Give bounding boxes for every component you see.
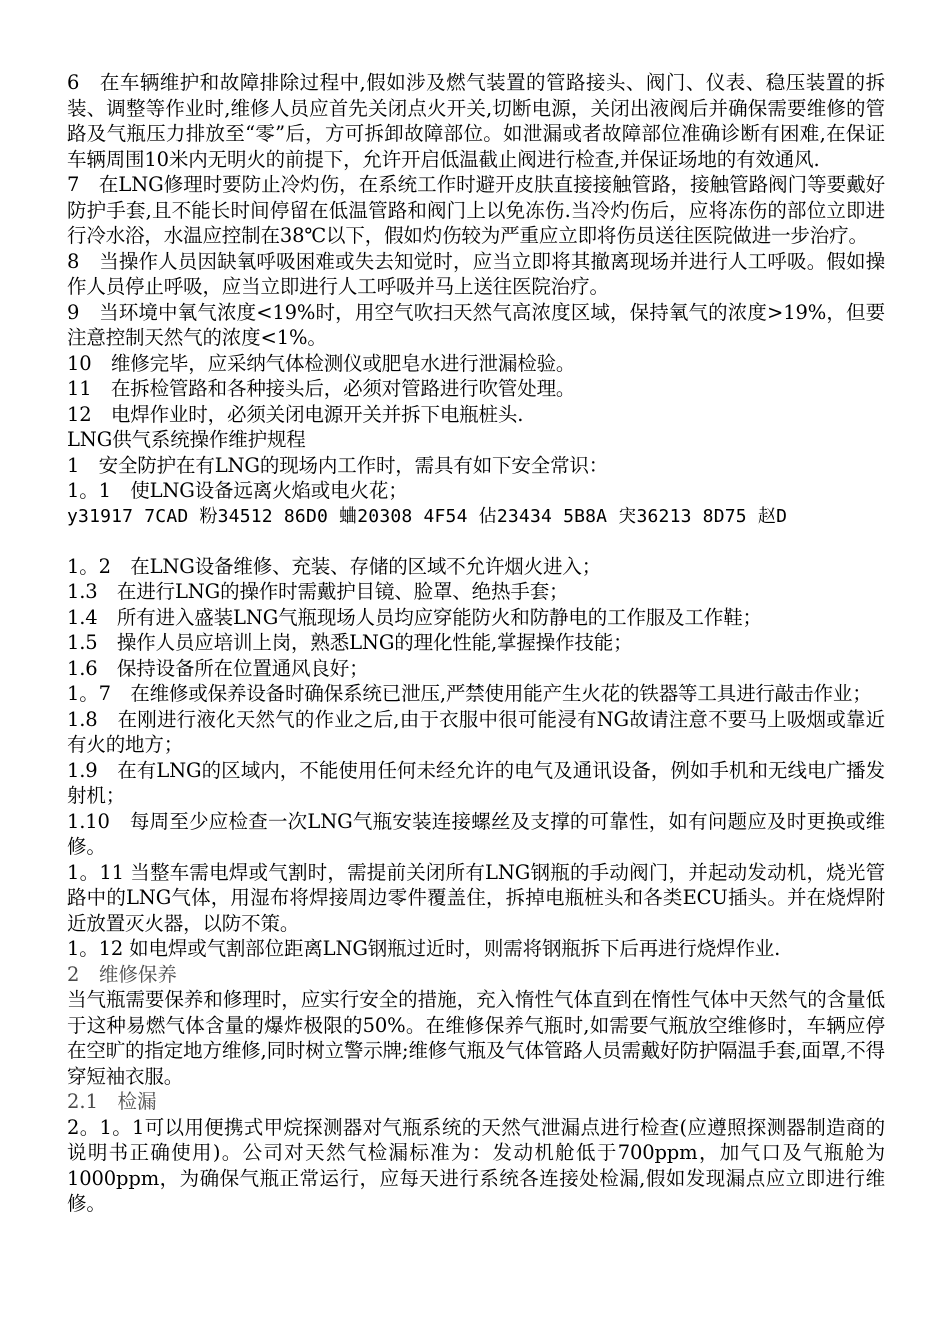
paragraph-safety-1-8: 1.8 在刚进行液化天然气的作业之后,由于衣服中很可能浸有NG故请注意不要马上吸烟或靠近有火的地方；: [67, 707, 885, 756]
paragraph-safety-1-10: 1.10 每周至少应检查一次LNG气瓶安装连接螺丝及支撑的可靠性，如有问题应及时更换或维修。: [67, 809, 885, 858]
paragraph-safety-1-7: 1。7 在维修或保养设备时确保系统已泄压,严禁使用能产生火花的铁器等工具进行敲击作业；: [67, 682, 872, 705]
paragraph-safety-1-11: 1。11 当整车需电焊或气割时，需提前关闭所有LNG钢瓶的手动阀门，并起动发动机，烧光管路中的LNG气体，用湿布将焊接周边零件覆盖住，拆掉电瓶桩头和各类ECU插头。并在烧焊附近放置灭火器，以防不策。: [67, 860, 885, 935]
paragraph-safety-1-3: 1.3 在进行LNG的操作时需戴护目镜、脸罩、绝热手套；: [67, 580, 569, 603]
paragraph-safety-1-5: 1.5 操作人员应培训上岗，熟悉LNG的理化性能,掌握操作技能；: [67, 631, 633, 654]
blank-spacer: [67, 529, 885, 554]
section-title-lng-procedure: LNG供气系统操作维护规程: [67, 428, 306, 451]
paragraph-item-8: 8 当操作人员因缺氧呼吸困难或失去知觉时，应当立即将其撤离现场并进行人工呼吸。假如操作人员停止呼吸，应当立即进行人工呼吸并马上送往医院治疗。: [67, 249, 885, 298]
paragraph-item-10: 10 维修完毕，应采纳气体检测仪或肥皂水进行泄漏检验。: [67, 351, 576, 375]
paragraph-item-9: 9 当环境中氧气浓度<19%时，用空气吹扫天然气高浓度区域，保持氧气的浓度>19%，但要注意控制天然气的浓度<1%。: [67, 300, 885, 349]
paragraph-safety-1-2: 1。2 在LNG设备维修、充装、存储的区域不允许烟火进入；: [67, 554, 602, 578]
paragraph-leak-detection-2-1-1: 2。1。1可以用便携式甲烷探测器对气瓶系统的天然气泄漏点进行检查(应遵照探测器制造商的说明书正确使用)。公司对天然气检漏标准为：发动机舱低于700ppm，加气口及气瓶舱为1000ppm，为确保气瓶正常运行，应每天进行系统各连接处检漏,假如发现漏点应立即进行维修。: [67, 1115, 885, 1215]
section-heading-maintenance: 2 维修保养: [67, 962, 177, 986]
paragraph-safety-1-12: 1。12 如电焊或气割部位距离LNG钢瓶过近时，则需将钢瓶拆下后再进行烧焊作业.: [67, 937, 781, 960]
paragraph-safety-1-6: 1.6 保持设备所在位置通风良好；: [67, 656, 369, 680]
paragraph-item-7: 7 在LNG修理时要防止冷灼伤，在系统工作时避开皮肤直接接触管路，接触管路阀门等要戴好防护手套,且不能长时间停留在低温管路和阀门上以免冻伤.当冷灼伤后，应将冻伤的部位立即进行冷水浴，水温应控制在38℃以下，假如灼伤较为严重应立即将伤员送往医院做进一步治疗。: [67, 173, 885, 247]
paragraph-item-6: 6 在车辆维护和故障排除过程中,假如涉及燃气装置的管路接头、阀门、仪表、稳压装置的拆装、调整等作业时,维修人员应首先关闭点火开关,切断电源，关闭出液阀后并确保需要维修的管路及气瓶压力排放至“零”后，方可拆卸故障部位。如泄漏或者故障部位准确诊断有困难,在保证车辆周围10米内无明火的前提下，允许开启低温截止阀进行检查,并保证场地的有效通风.: [67, 71, 885, 171]
paragraph-item-11: 11 在拆检管路和各种接头后，必须对管路进行吹管处理。: [67, 377, 576, 400]
subsection-heading-leak-detection: 2.1 检漏: [67, 1090, 157, 1113]
document-page: [67, 70, 885, 1217]
paragraph-safety-1-1: 1。1 使LNG设备远离火焰或电火花；: [67, 479, 408, 502]
paragraph-safety-1: 1 安全防护在有LNG的现场内工作时，需具有如下安全常识：: [67, 453, 609, 477]
garbled-code-line: y31917 7CAD 粉34512 86D0 蛐20308 4F54 佔23434 5B8A 宊36213 8D75 赵D: [67, 505, 788, 527]
paragraph-safety-1-9: 1.9 在有LNG的区域内，不能使用任何未经允许的电气及通讯设备，例如手机和无线电广播发射机；: [67, 758, 885, 807]
paragraph-item-12: 12 电焊作业时，必须关闭电源开关并拆下电瓶桩头.: [67, 402, 524, 426]
paragraph-safety-1-4: 1.4 所有进入盛装LNG气瓶现场人员均应穿能防火和防静电的工作服及工作鞋；: [67, 605, 762, 629]
paragraph-maintenance: 当气瓶需要保养和修理时，应实行安全的措施，充入惰性气体直到在惰性气体中天然气的含量低于这种易燃气体含量的爆炸极限的50%。在维修保养气瓶时,如需要气瓶放空维修时，车辆应停在空旷的指定地方维修,同时树立警示牌;维修气瓶及气体管路人员需戴好防护隔温手套,面罩,不得穿短袖衣服。: [67, 988, 885, 1088]
